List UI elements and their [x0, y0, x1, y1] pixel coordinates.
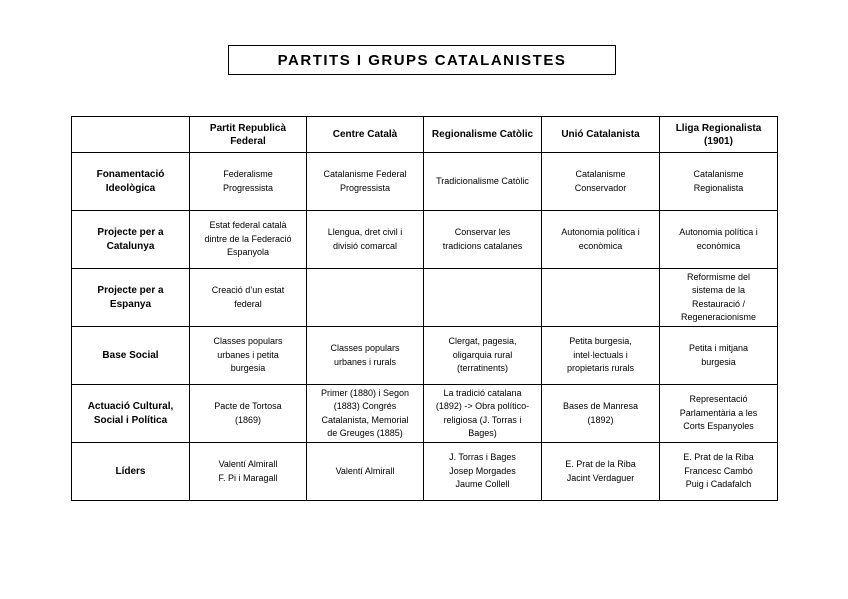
row-header: Projecte per a Espanya: [72, 269, 190, 327]
table-cell: Petita i mitjana burgesia: [660, 327, 778, 385]
table-cell: [424, 269, 542, 327]
table-row: [72, 385, 778, 443]
table-cell: Primer (1880) i Segon (1883) Congrés Catalanista, Memorial de Greuges (1885): [307, 385, 424, 443]
table-row: [72, 211, 778, 269]
table-cell: J. Torras i Bages Josep Morgades Jaume Collell: [424, 443, 542, 501]
table-cell: Autonomia política i econòmica: [542, 211, 660, 269]
table-row: [72, 327, 778, 385]
row-header: Actuació Cultural, Social i Política: [72, 385, 190, 443]
column-header: Centre Català: [307, 117, 424, 153]
table-cell: Bases de Manresa (1892): [542, 385, 660, 443]
column-header: Partit Republicà Federal: [190, 117, 307, 153]
table-cell: [542, 269, 660, 327]
table-cell: Valentí Almirall F. Pi i Maragall: [190, 443, 307, 501]
table-cell: Representació Parlamentària a les Corts Espanyoles: [660, 385, 778, 443]
table-cell: Conservar les tradicions catalanes: [424, 211, 542, 269]
table-row: [72, 443, 778, 501]
table-row: [72, 153, 778, 211]
table-cell: E. Prat de la Riba Jacint Verdaguer: [542, 443, 660, 501]
table-cell: Classes populars urbanes i petita burgesia: [190, 327, 307, 385]
table-cell: Tradicionalisme Catòlic: [424, 153, 542, 211]
table-cell: Catalanisme Regionalista: [660, 153, 778, 211]
table-cell: Catalanisme Federal Progressista: [307, 153, 424, 211]
table-cell: Classes populars urbanes i rurals: [307, 327, 424, 385]
table-cell: Llengua, dret civil i divisió comarcal: [307, 211, 424, 269]
table-cell: Reformisme del sistema de la Restauració / Regeneracionisme: [660, 269, 778, 327]
corner-cell: [72, 117, 190, 153]
page-title: PARTITS I GRUPS CATALANISTES: [277, 51, 567, 69]
table-cell: Valentí Almirall: [307, 443, 424, 501]
table-cell: Catalanisme Conservador: [542, 153, 660, 211]
parties-table: [71, 116, 778, 501]
column-header: Lliga Regionalista (1901): [660, 117, 778, 153]
table-cell: La tradició catalana (1892) -> Obra político- religiosa (J. Torras i Bages): [424, 385, 542, 443]
column-header: Regionalisme Catòlic: [424, 117, 542, 153]
table-cell: Pacte de Tortosa (1869): [190, 385, 307, 443]
table-cell: Petita burgesia, intel·lectuals i propietaris rurals: [542, 327, 660, 385]
table-cell: Clergat, pagesia, oligarquia rural (terratinents): [424, 327, 542, 385]
row-header: Base Social: [72, 327, 190, 385]
table-cell: Autonomia política i econòmica: [660, 211, 778, 269]
table-cell: E. Prat de la Riba Francesc Cambó Puig i Cadafalch: [660, 443, 778, 501]
table-cell: Estat federal català dintre de la Federació Espanyola: [190, 211, 307, 269]
table-row: [72, 269, 778, 327]
column-header: Unió Catalanista: [542, 117, 660, 153]
row-header: Projecte per a Catalunya: [72, 211, 190, 269]
header-row: [72, 117, 778, 153]
table-cell: [307, 269, 424, 327]
table-cell: Creació d’un estat federal: [190, 269, 307, 327]
title-box: [228, 45, 616, 75]
row-header: Fonamentació Ideològica: [72, 153, 190, 211]
table-cell: Federalisme Progressista: [190, 153, 307, 211]
row-header: Líders: [72, 443, 190, 501]
